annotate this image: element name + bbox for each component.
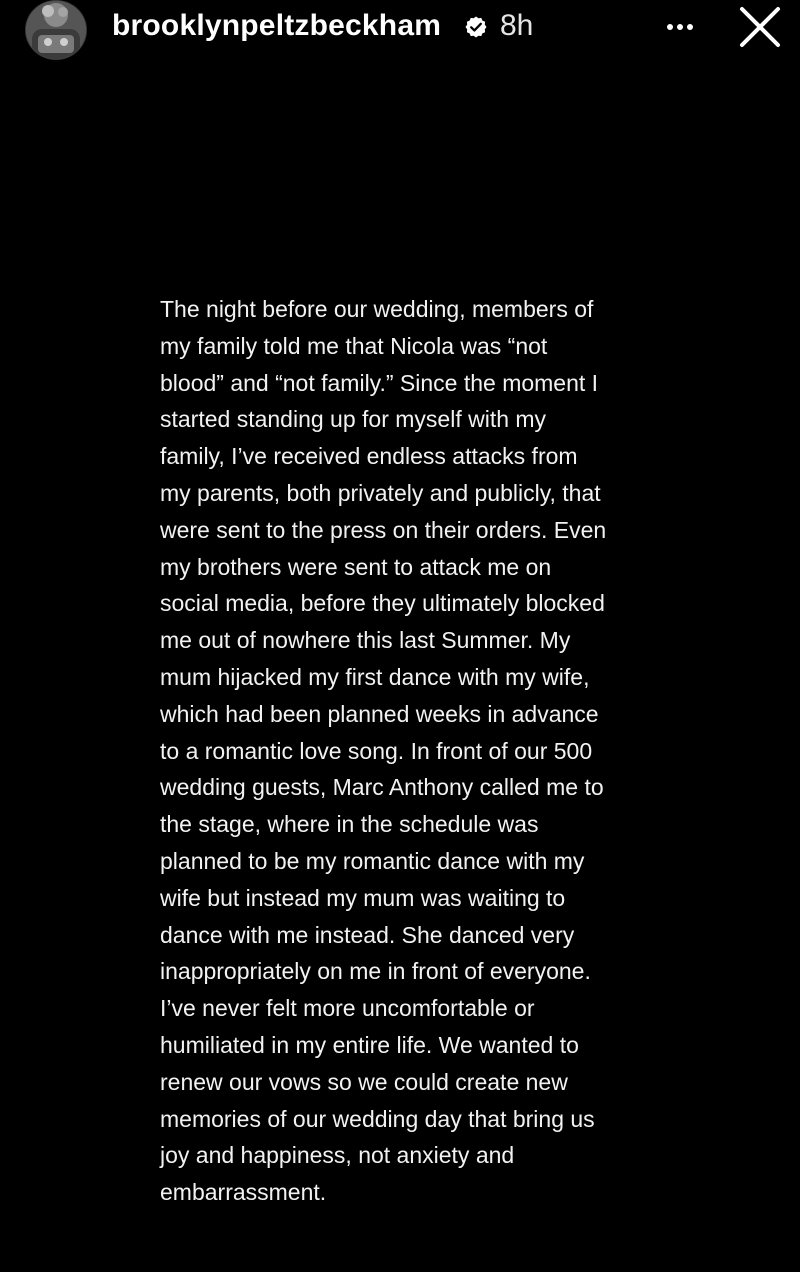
username[interactable]: brooklynpeltzbeckham bbox=[112, 9, 442, 42]
close-icon[interactable] bbox=[736, 3, 784, 51]
avatar[interactable] bbox=[25, 0, 87, 60]
more-horizontal-icon[interactable] bbox=[660, 12, 700, 42]
post-timestamp: 8h bbox=[500, 9, 534, 42]
verified-badge-icon bbox=[464, 15, 488, 39]
story-text: The night before our wedding, members of my family told me that Nicola was “not blood” and “not family.” Since the moment I started standing up for myself with my family, I’ve received endless attacks from my parents, both privately and publicly, that were sent to the press on their orders. Even my brothers were sent to attack me on social media, before they ultimately blocked me out of nowhere this last Summer. My mum hijacked my first dance with my wife, which had been planned weeks in advance to a romantic love song. In front of our 500 wedding guests, Marc Anthony called me to the stage, where in the schedule was planned to be my romantic dance with my wife but instead my mum was waiting to dance with me instead. She danced very inappropriately on me in front of everyone. I’ve never felt more uncomfortable or humiliated in my entire life. We wanted to renew our vows so we could create new memories of our wedding day that bring us joy and happiness, not anxiety and embarrassment. bbox=[160, 296, 607, 1206]
story-header bbox=[0, 0, 800, 56]
avatar-image bbox=[26, 1, 86, 59]
